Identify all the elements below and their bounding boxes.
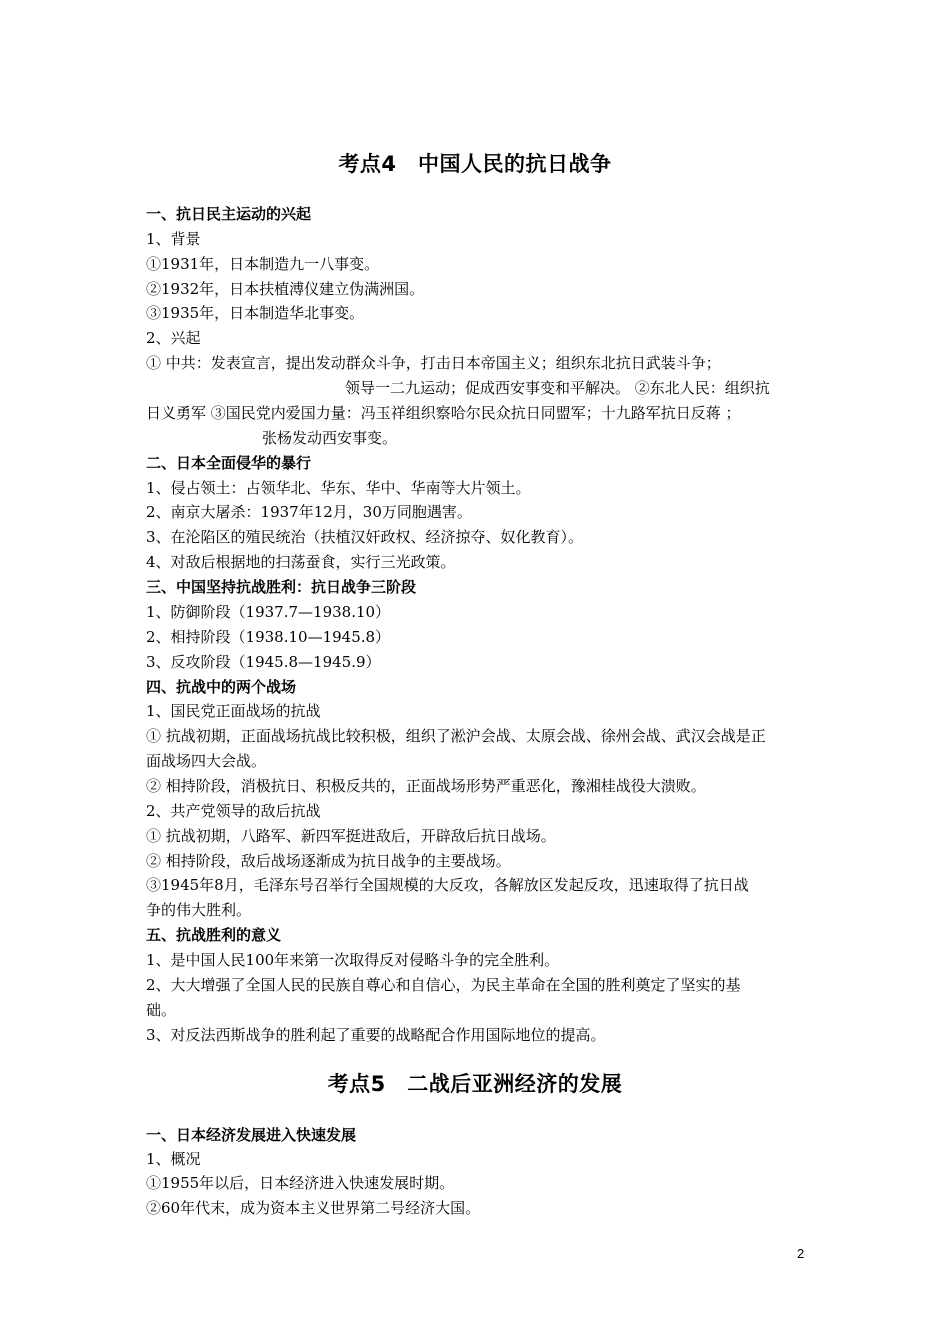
text-line: ① 抗战初期，八路军、新四军挺进敌后，开辟敌后抗日战场。 xyxy=(146,827,556,845)
text-line: 领导一二九运动；促成西安事变和平解决。 ②东北人民：组织抗 xyxy=(345,379,770,397)
text-line: ①1955年以后，日本经济进入快速发展时期。 xyxy=(146,1174,455,1192)
text-line: ③1935年，日本制造华北事变。 xyxy=(146,304,365,322)
text-line: ②60年代末，成为资本主义世界第二号经济大国。 xyxy=(146,1199,481,1217)
text-line: 日义勇军 ③国民党内爱国力量：冯玉祥组织察哈尔民众抗日同盟军；十九路军抗日反蒋 ； xyxy=(146,404,741,422)
text-line: 2、共产党领导的敌后抗战 xyxy=(146,802,321,820)
text-line: 1、概况 xyxy=(146,1150,201,1168)
heading-4: 四、抗战中的两个战场 xyxy=(146,678,297,696)
heading-3: 三、中国坚持抗战胜利：抗日战争三阶段 xyxy=(146,578,417,596)
text-line: ② 相持阶段，消极抗日、积极反共的，正面战场形势严重恶化，豫湘桂战役大溃败。 xyxy=(146,777,706,795)
text-line: 4、对敌后根据地的扫荡蚕食，实行三光政策。 xyxy=(146,553,456,571)
heading-1: 一、抗日民主运动的兴起 xyxy=(146,205,312,223)
text-line: 1、侵占领土：占领华北、华东、华中、华南等大片领土。 xyxy=(146,479,531,497)
text-line: 张杨发动西安事变。 xyxy=(262,429,398,447)
text-line: 1、是中国人民100年来第一次取得反对侵略斗争的完全胜利。 xyxy=(146,951,560,969)
text-line: 2、兴起 xyxy=(146,329,201,347)
text-line: 3、反攻阶段（1945.8—1945.9） xyxy=(146,653,381,671)
text-line: 1、防御阶段（1937.7—1938.10） xyxy=(146,603,391,621)
text-line: 1、背景 xyxy=(146,230,201,248)
text-line: 2、南京大屠杀：1937年12月，30万同胞遇害。 xyxy=(146,503,472,521)
text-line: 础。 xyxy=(146,1001,177,1019)
heading-2: 二、日本全面侵华的暴行 xyxy=(146,454,312,472)
text-line: 2、大大增强了全国人民的民族自尊心和自信心，为民主革命在全国的胜利奠定了坚实的基 xyxy=(146,976,741,994)
text-line: ②1932年，日本扶植溥仪建立伪满洲国。 xyxy=(146,280,425,298)
heading-5: 五、抗战胜利的意义 xyxy=(146,926,282,944)
text-line: 面战场四大会战。 xyxy=(146,752,267,770)
text-line: 2、相持阶段（1938.10—1945.8） xyxy=(146,628,391,646)
text-line: ① 中共：发表宣言，提出发动群众斗争，打击日本帝国主义；组织东北抗日武装斗争； xyxy=(146,354,721,372)
text-line: ①1931年，日本制造九一八事变。 xyxy=(146,255,380,273)
text-line: 3、在沦陷区的殖民统治（扶植汉奸政权、经济掠夺、奴化教育）。 xyxy=(146,528,584,546)
text-line: 争的伟大胜利。 xyxy=(146,901,252,919)
text-line: ③1945年8月，毛泽东号召举行全国规模的大反攻，各解放区发起反攻，迅速取得了抗日战 xyxy=(146,876,749,894)
section-title-5: 考点5 二战后亚洲经济的发展 xyxy=(327,1072,623,1096)
section-title-4: 考点4 中国人民的抗日战争 xyxy=(338,152,612,176)
text-line: 1、国民党正面战场的抗战 xyxy=(146,702,321,720)
text-line: ② 相持阶段，敌后战场逐渐成为抗日战争的主要战场。 xyxy=(146,852,511,870)
page-number: 2 xyxy=(797,1246,805,1261)
text-line: 3、对反法西斯战争的胜利起了重要的战略配合作用国际地位的提高。 xyxy=(146,1026,606,1044)
heading-6: 一、日本经济发展进入快速发展 xyxy=(146,1126,357,1144)
text-line: ① 抗战初期，正面战场抗战比较积极，组织了淞沪会战、太原会战、徐州会战、武汉会战是正 xyxy=(146,727,766,745)
